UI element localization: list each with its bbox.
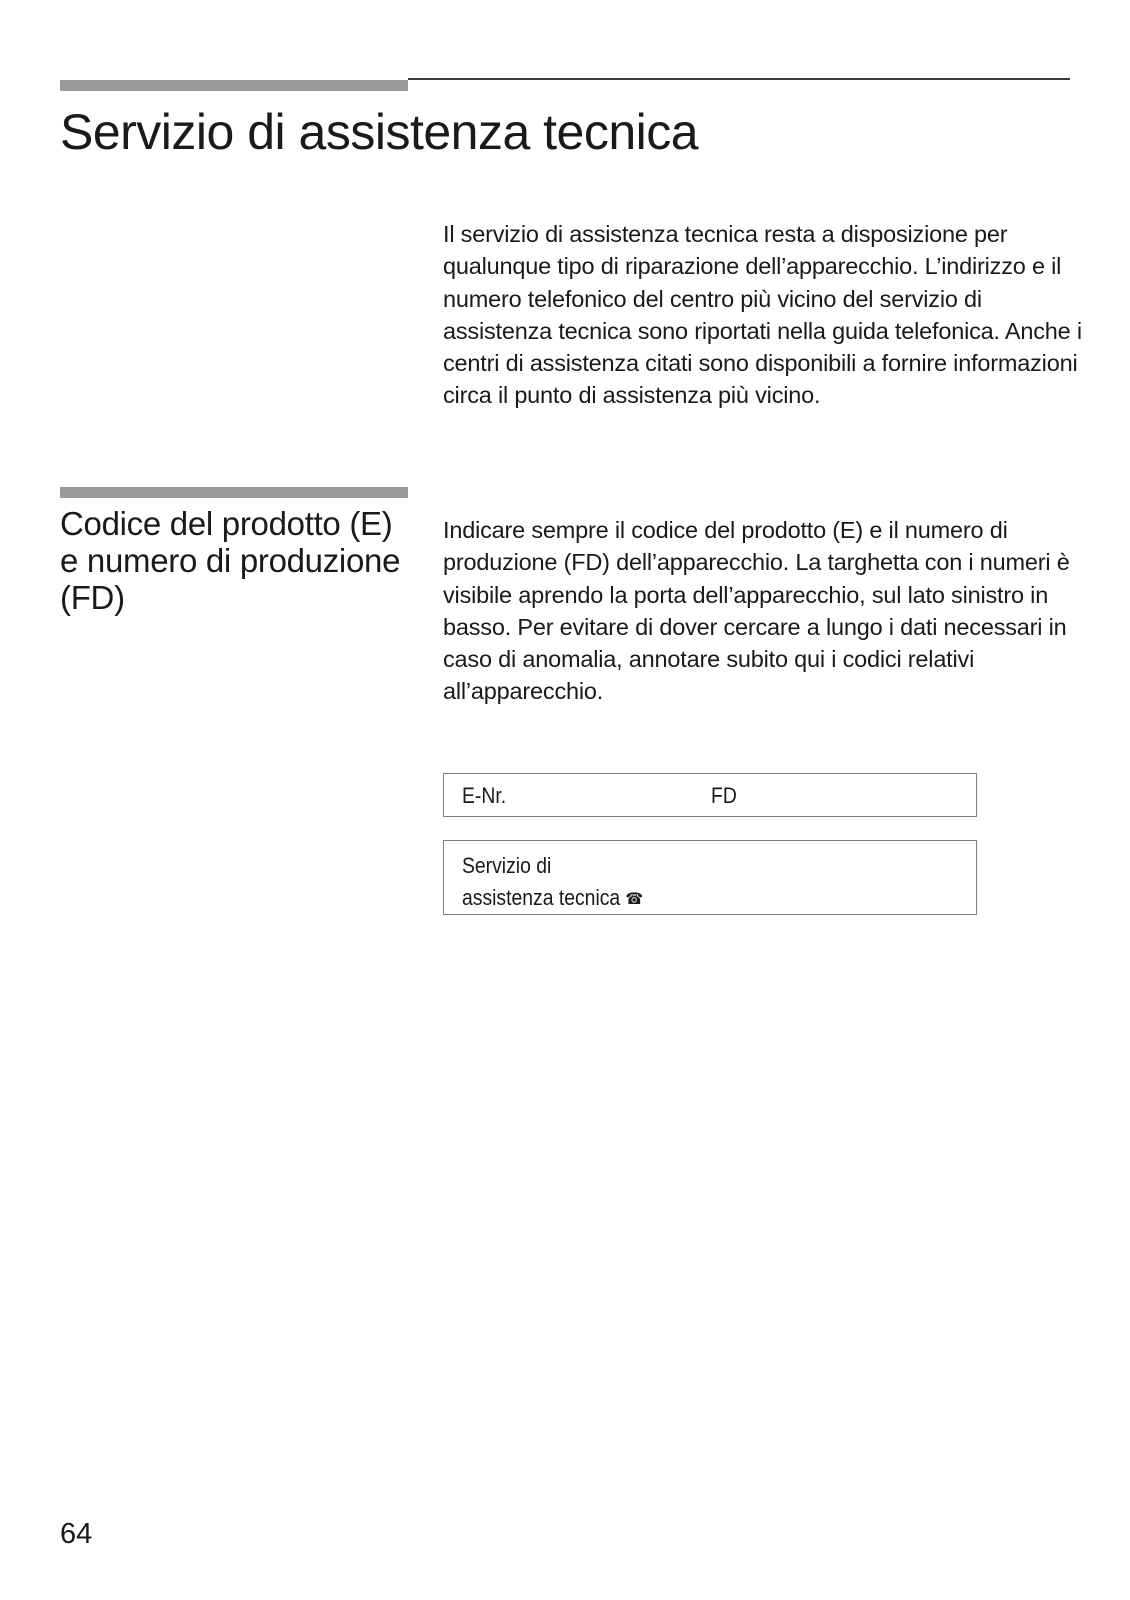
fd-label: FD [711,783,737,808]
section-paragraph: Indicare sempre il codice del prodotto (E) e il numero di produzione (FD) dell’apparecchio. La targhetta con i numeri è visibile aprendo la porta dell’apparecchio, sul lato sinistro in basso. Per evitare di dover cercare a lungo i dati necessari in caso di anomalia, annotare subito qui i codici relativi all’apparecchio. [443,517,1070,705]
service-label [462,850,643,916]
phone-icon: ☎ [625,891,644,908]
service-field-box [443,840,977,915]
service-label-line2-text: assistenza tecnica [462,885,621,910]
section-rule [60,487,408,498]
section-heading: Codice del prodotto (E) e numero di produzione (FD) [60,505,401,616]
enr-fd-field-box [443,773,977,817]
service-label-line2 [462,882,643,916]
service-label-line1: Servizio di [462,853,552,878]
title-rule-thin [408,78,1070,80]
page-number: 64 [60,1518,93,1550]
title-rule-thick [60,80,408,91]
intro-paragraph: Il servizio di assistenza tecnica resta a disposizione per qualunque tipo di riparazione dell’apparecchio. L’indirizzo e il numero telefonico del centro più vicino del servizio di assistenza tecnica sono riportati nella guida telefonica. Anche i centri di assistenza citati sono disponibili a fornire informazioni circa il punto di assistenza più vicino. [443,221,1082,409]
page-title: Servizio di assistenza tecnica [60,104,699,160]
enr-label: E-Nr. [462,783,507,808]
